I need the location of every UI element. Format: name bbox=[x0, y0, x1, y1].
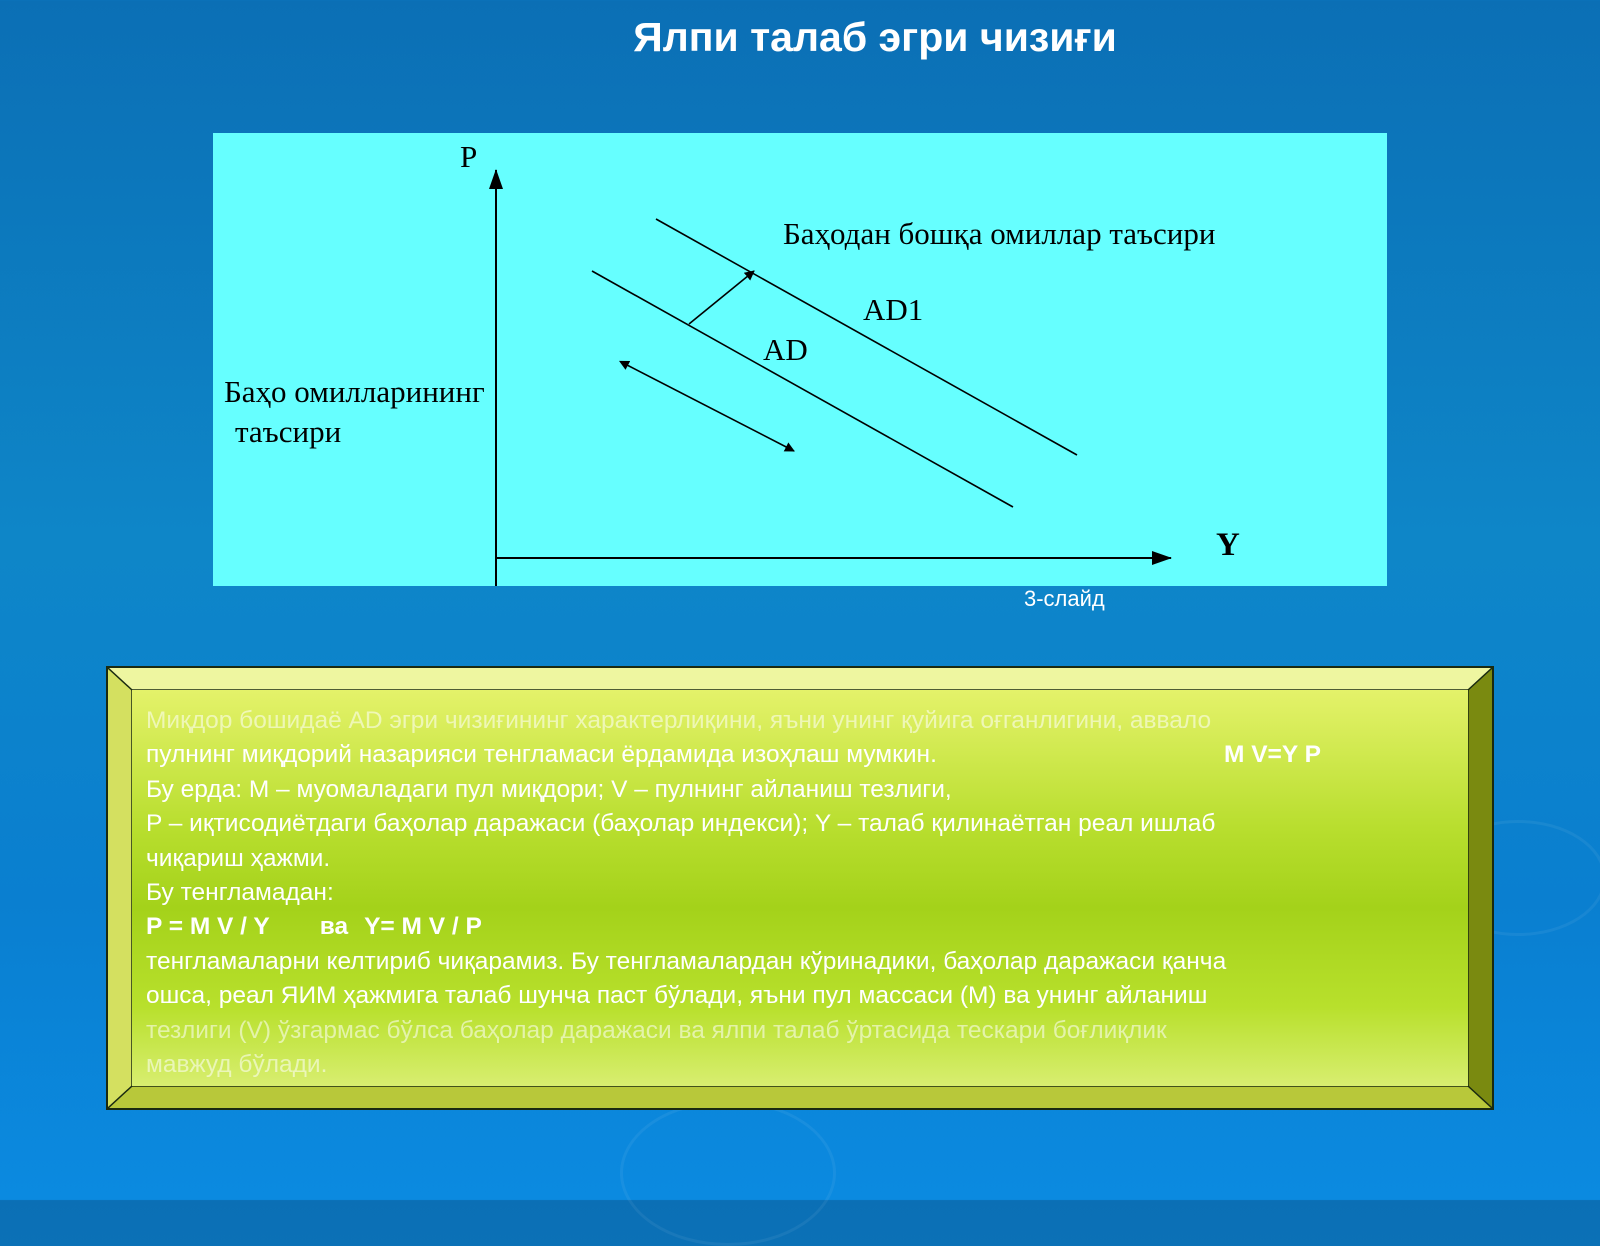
formula-and: ва bbox=[319, 913, 349, 941]
slide-title: Ялпи талаб эгри чизиғи bbox=[633, 14, 1117, 60]
aggregate-demand-diagram bbox=[213, 133, 1387, 586]
ad1-curve bbox=[656, 219, 1077, 455]
price-factors-label-line1: Баҳо омилларининг bbox=[224, 374, 485, 409]
text-line: тезлиги (V) ўзгармас бўлса баҳолар даражаси ва ялпи талаб ўртасида тескари боғлиқлик bbox=[146, 1016, 1167, 1044]
shift-arrow bbox=[689, 271, 754, 324]
explanation-box bbox=[106, 666, 1494, 1110]
price-factors-label-line2: таъсири bbox=[235, 414, 342, 449]
text-line bbox=[146, 738, 1454, 772]
slide-number: 3-слайд bbox=[1024, 586, 1105, 611]
text-line: Бу ерда: M – муомаладаги пул миқдори; V – пулнинг айланиш тезлиги, bbox=[146, 775, 952, 803]
nonprice-factors-label: Баҳодан бошқа омиллар таъсири bbox=[783, 216, 1216, 251]
quantity-equation: M V=Y P bbox=[1224, 741, 1321, 769]
x-axis-label: Y bbox=[1216, 527, 1240, 563]
formula-output: Y= M V / P bbox=[364, 913, 482, 941]
text-line: тенгламаларни келтириб чиқарамиз. Бу тенгламалардан кўринадики, баҳолар даражаси қанча bbox=[146, 947, 1227, 975]
background-swirl bbox=[620, 1100, 836, 1246]
ad1-label: AD1 bbox=[863, 292, 924, 327]
text-line: P – иқтисодиётдаги баҳолар даражаси (баҳолар индекси); Y – талаб қилинаётган реал ишлаб bbox=[146, 810, 1216, 838]
text-line: ошса, реал ЯИМ ҳажмига талаб шунча паст бўлади, яъни пул массаси (M) ва унинг айланиш bbox=[146, 982, 1208, 1010]
ad-label: AD bbox=[763, 332, 808, 367]
formula-line bbox=[146, 910, 1454, 944]
movement-arrow bbox=[627, 365, 794, 451]
text-line: мавжуд бўлади. bbox=[146, 1051, 328, 1079]
ad-curve bbox=[592, 271, 1013, 507]
text-line-part: пулнинг миқдорий назарияси тенгламаси ёрдамида изоҳлаш мумкин. bbox=[146, 741, 937, 769]
explanation-text bbox=[132, 690, 1468, 1086]
text-line: Бу тенгламадан: bbox=[146, 879, 334, 907]
formula-price: P = M V / Y bbox=[146, 913, 270, 941]
text-line: Миқдор бошидаё AD эгри чизиғининг характерлиқини, яъни унинг қуйига оғганлигини, аввало bbox=[146, 707, 1212, 734]
text-line: чиқариш ҳажми. bbox=[146, 844, 331, 872]
y-axis-label: P bbox=[460, 139, 478, 174]
